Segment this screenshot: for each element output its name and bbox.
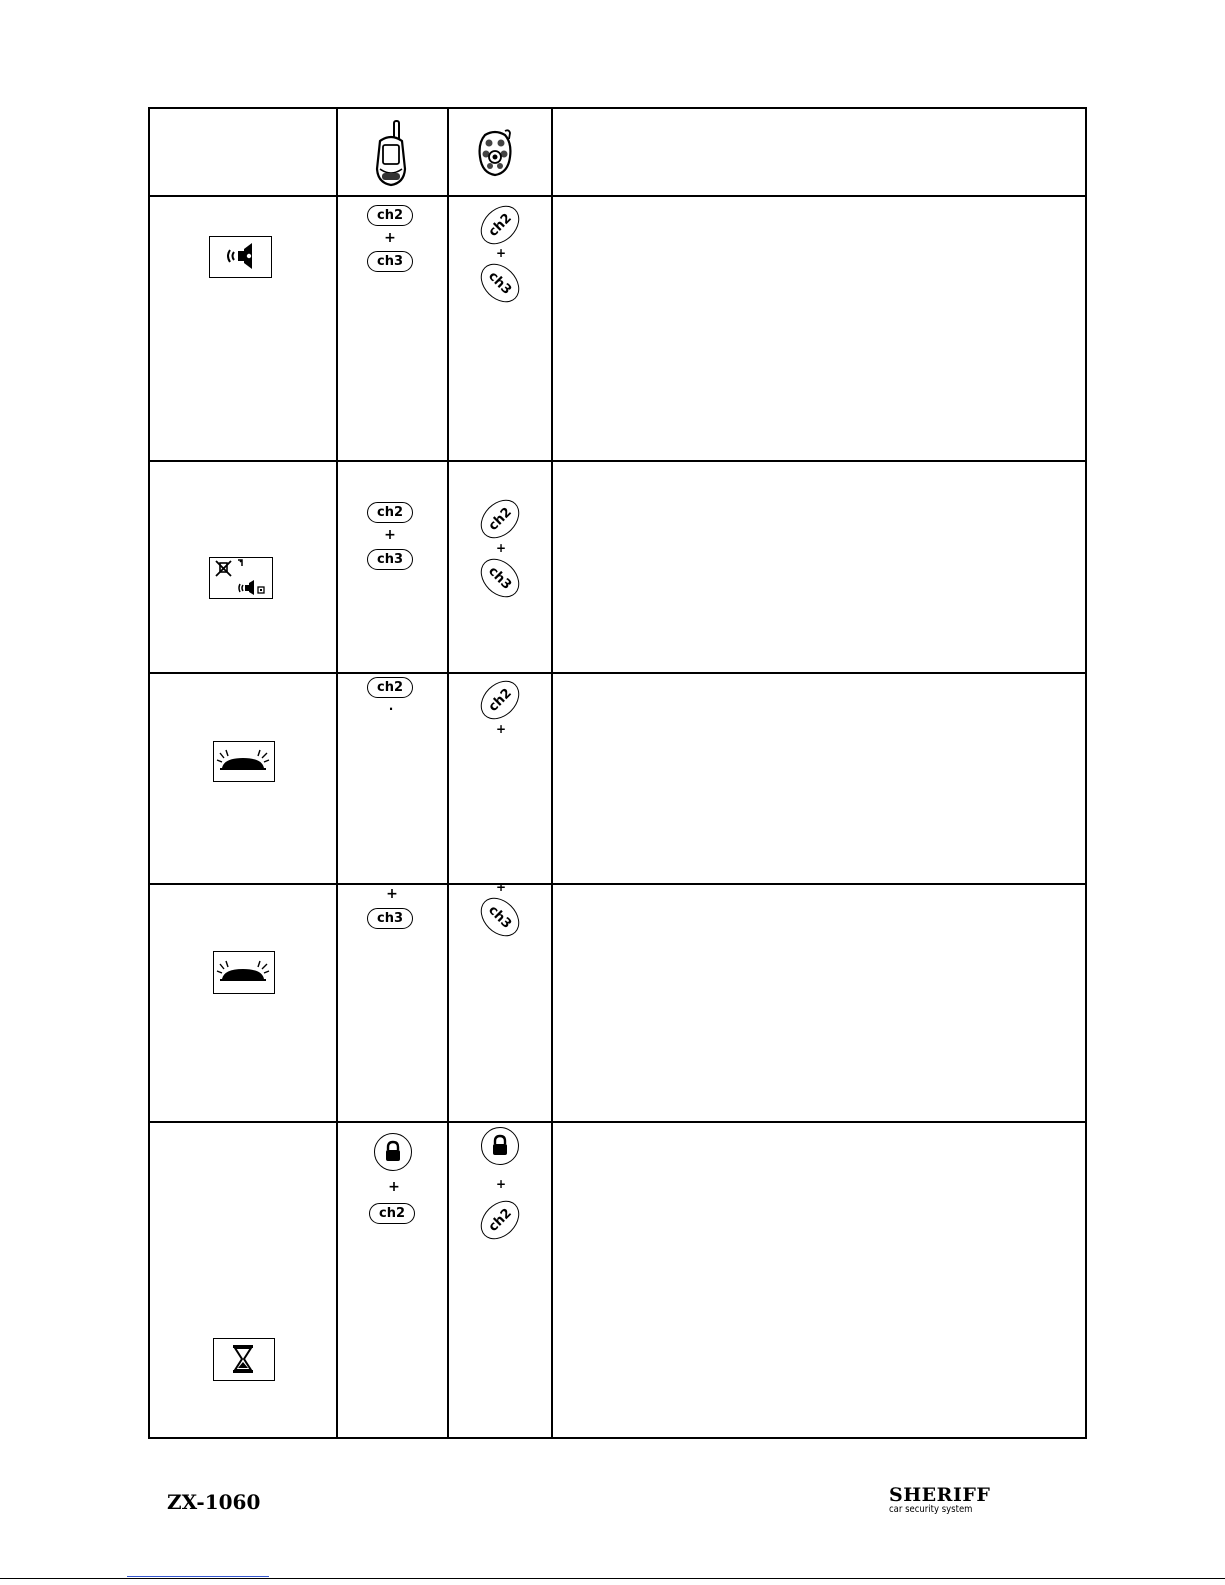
table-border-left [148,107,150,1438]
ch2-button[interactable]: ch2 [473,492,527,546]
ch3-button[interactable]: ch3 [367,549,413,570]
ch2-button[interactable]: ch2 [473,673,527,727]
car-lights-icon [214,742,273,780]
ch2-button[interactable]: ch2 [369,1203,415,1224]
lock-icon [383,1140,403,1164]
column-divider [551,107,553,1438]
plus-sign: + [495,541,507,555]
plus-sign: + [495,1177,507,1191]
column-divider [447,107,449,1438]
lights-lcd-symbol [213,741,275,782]
lcd-remote-icon [374,119,408,189]
brand-name: SHERIFF [889,1484,991,1506]
brand-tagline: car security system [889,1504,973,1515]
lock-icon [490,1134,510,1158]
ch3-button[interactable]: ch3 [473,551,527,605]
row-divider [148,195,1087,197]
command-table [148,107,1087,1438]
plus-sign: + [388,1179,400,1195]
footnote-link-underline [127,1576,269,1577]
table-border-top [148,107,1087,109]
plus-sign: + [495,246,507,260]
ch3-button[interactable]: ch3 [473,256,527,310]
table-border-bottom [148,1437,1087,1439]
lights-lcd-symbol [213,951,275,994]
plus-sign: + [495,722,507,736]
column-divider [336,107,338,1438]
table-border-right [1085,107,1087,1438]
simple-remote-icon [475,127,515,179]
ch2-button[interactable]: ch2 [367,677,413,698]
car-lights-icon [214,952,273,992]
brand-logo [889,1486,990,1515]
dot-sign: . [388,699,394,713]
plus-sign: + [384,230,396,246]
plus-sign: + [384,527,396,543]
row-divider [148,460,1087,462]
hourglass-icon [214,1339,273,1379]
ch2-button[interactable]: ch2 [473,1193,527,1247]
plus-sign: + [495,880,507,894]
siren-lcd-symbol [209,236,272,278]
ch3-button[interactable]: ch3 [367,251,413,272]
siren-icon [210,237,270,276]
ch2-button[interactable]: ch2 [367,502,413,523]
shock-sensor-siren-icon [210,558,271,597]
lock-button[interactable] [481,1127,519,1165]
row-divider [148,883,1087,885]
lock-button[interactable] [374,1133,412,1171]
shock-sensor-lcd-symbol [209,557,273,599]
row-divider [148,1121,1087,1123]
model-number: ZX-1060 [167,1490,261,1514]
ch3-button[interactable]: ch3 [367,908,413,929]
ch3-button[interactable]: ch3 [473,890,527,944]
timer-lcd-symbol [213,1338,275,1381]
ch2-button[interactable]: ch2 [473,198,527,252]
page-bottom-rule [0,1578,1225,1579]
ch2-button[interactable]: ch2 [367,205,413,226]
plus-sign: + [386,886,398,902]
row-divider [148,672,1087,674]
